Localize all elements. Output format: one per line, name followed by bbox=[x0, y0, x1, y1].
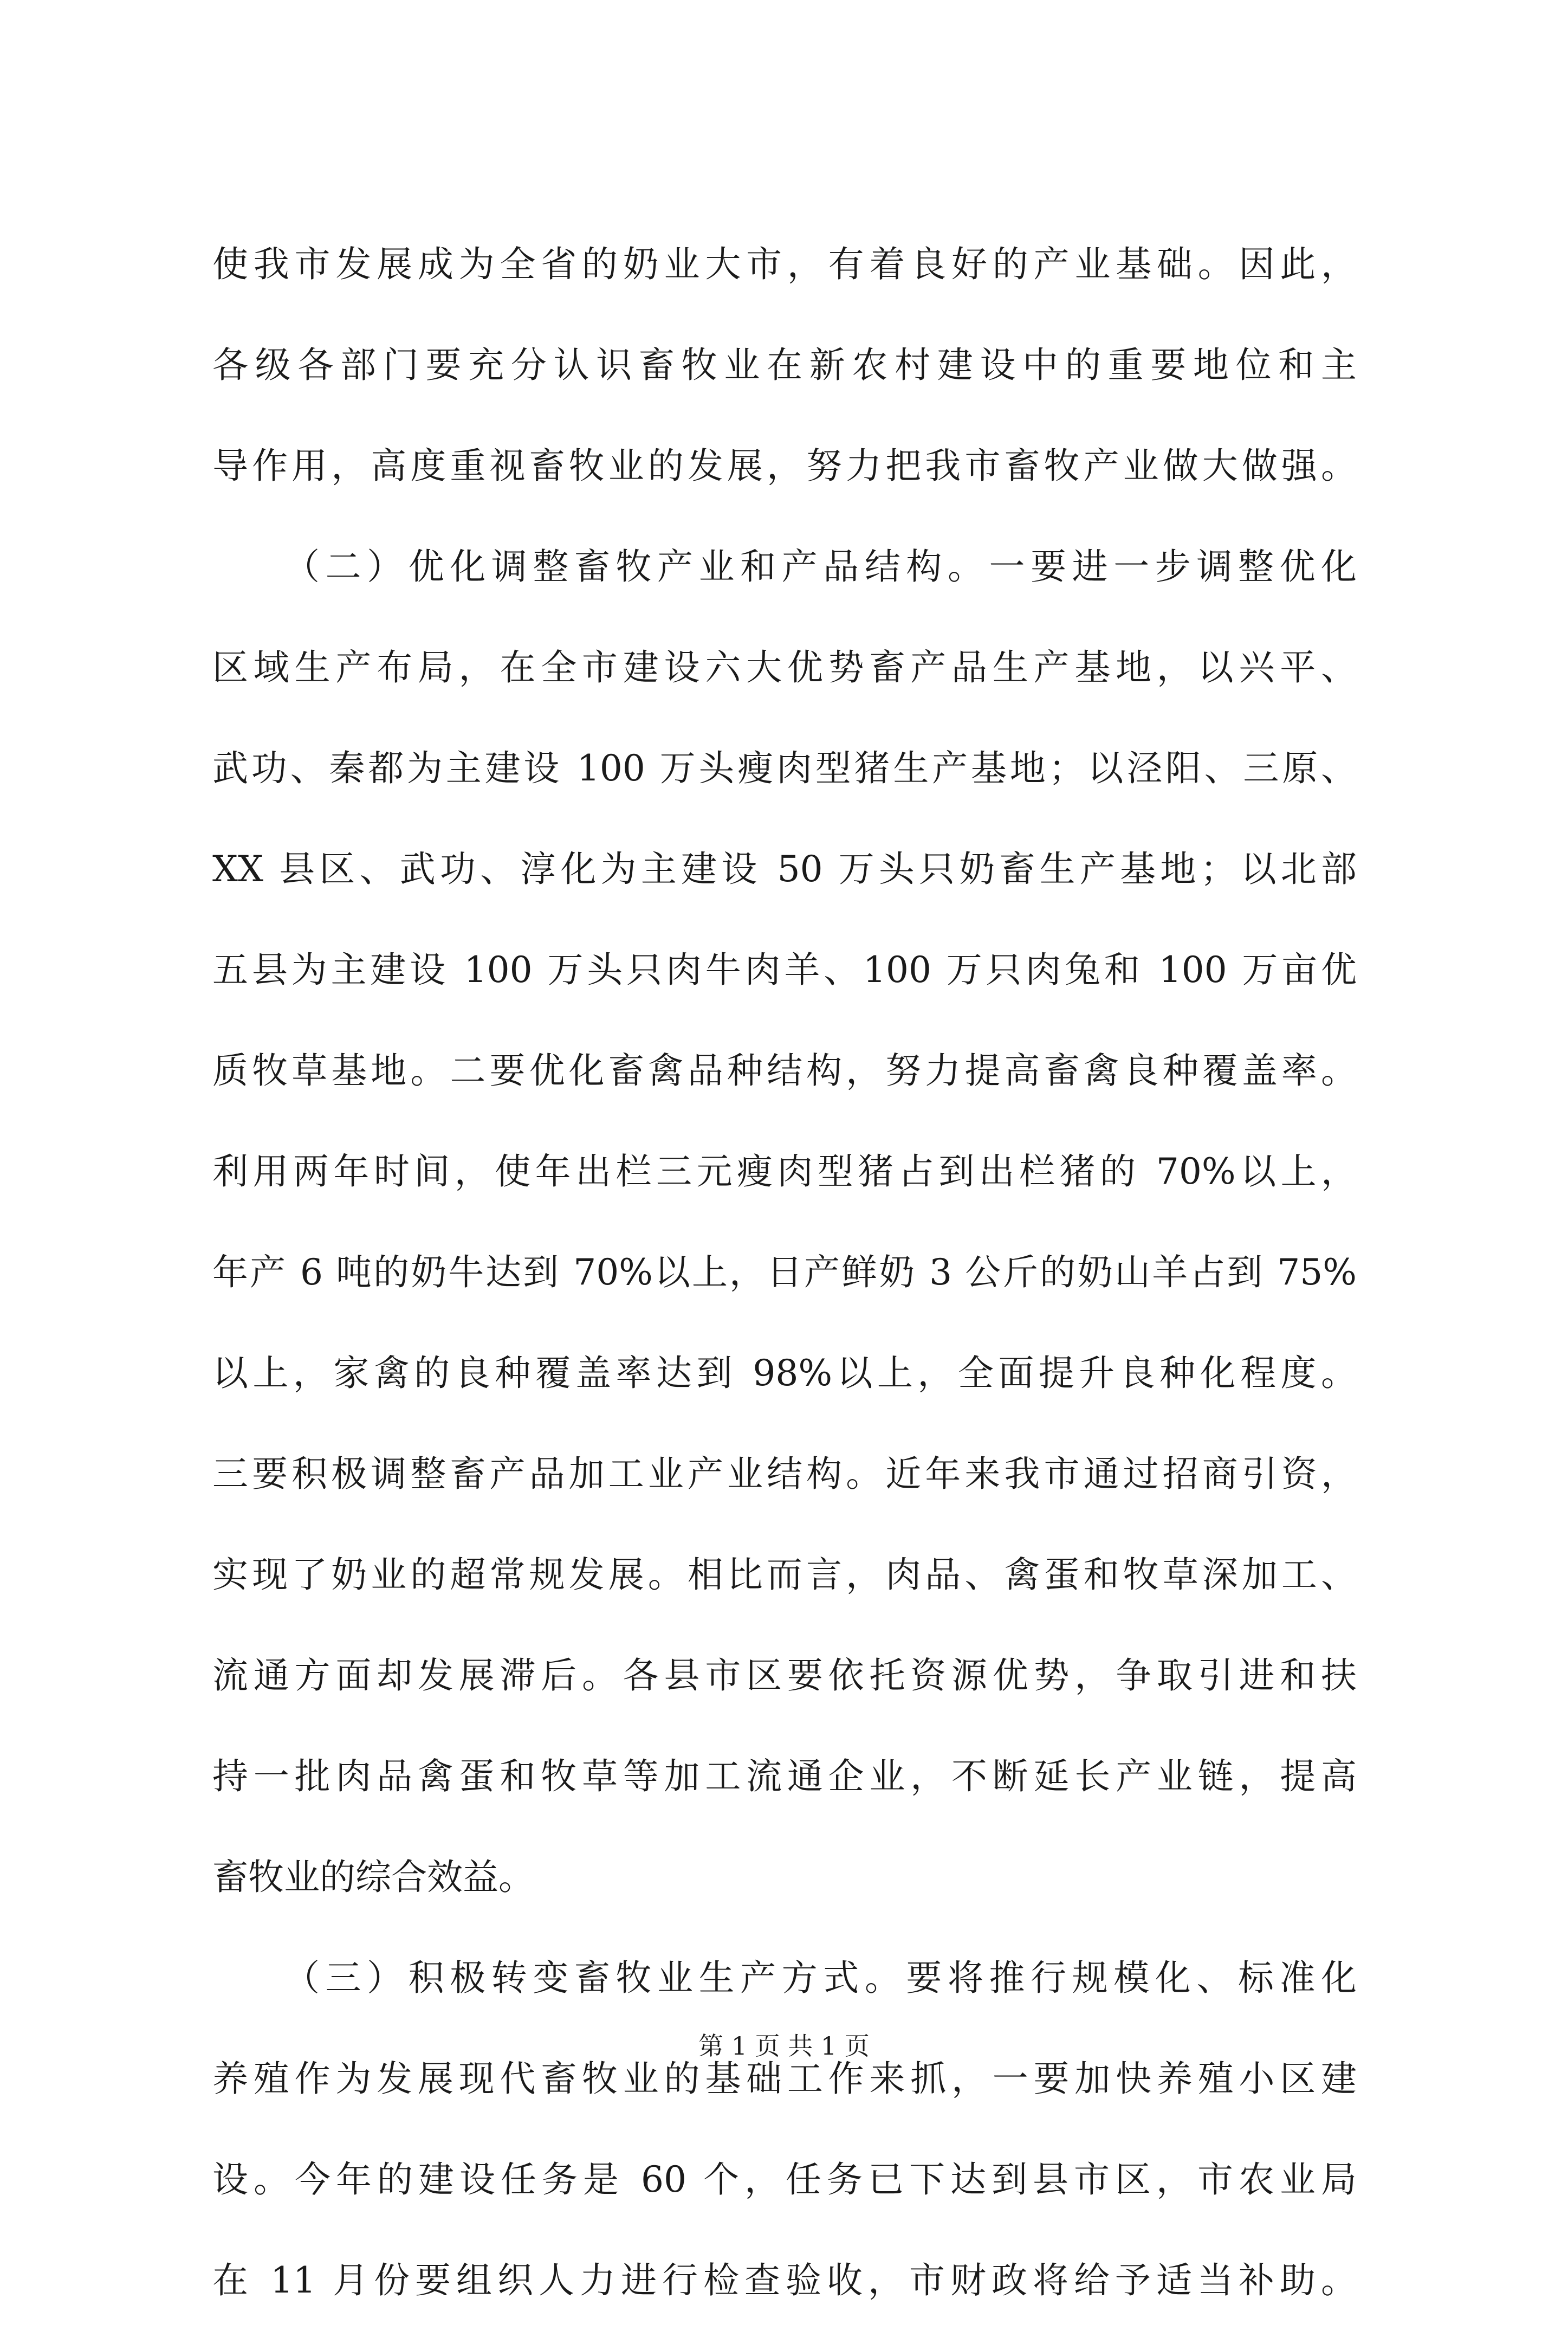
text-line: 年产 6 吨的奶牛达到 70%以上，日产鲜奶 3 公斤的奶山羊占到 75% bbox=[212, 1251, 1357, 1293]
text-line: 流通方面却发展滞后。各县市区要依托资源优势，争取引进和扶 bbox=[212, 1655, 1357, 1696]
text-line: 利用两年时间，使年出栏三元瘦肉型猪占到出栏猪的 70%以上， bbox=[212, 1151, 1357, 1192]
text-line: 养殖作为发展现代畜牧业的基础工作来抓，一要加快养殖小区建 bbox=[212, 2058, 1357, 2100]
text-line: 质牧草基地。二要优化畜禽品种结构，努力提高畜禽良种覆盖率。 bbox=[212, 1050, 1357, 1092]
text-line: 三要积极调整畜产品加工业产业结构。近年来我市通过招商引资， bbox=[212, 1453, 1357, 1495]
section-heading-line: （二）优化调整畜牧产业和产品结构。一要进一步调整优化 bbox=[284, 546, 1357, 587]
text-line: 各级各部门要充分认识畜牧业在新农村建设中的重要地位和主 bbox=[212, 344, 1357, 386]
text-line: 持一批肉品禽蛋和牧草等加工流通企业，不断延长产业链，提高 bbox=[212, 1755, 1357, 1797]
text-line: 导作用，高度重视畜牧业的发展，努力把我市畜牧产业做大做强。 bbox=[212, 445, 1357, 487]
text-line: 使我市发展成为全省的奶业大市，有着良好的产业基础。因此， bbox=[212, 243, 1357, 285]
text-line: 畜牧业的综合效益。 bbox=[212, 1856, 534, 1898]
text-line: 以上，家禽的良种覆盖率达到 98%以上，全面提升良种化程度。 bbox=[212, 1352, 1357, 1394]
text-line: 区域生产布局，在全市建设六大优势畜产品生产基地，以兴平、 bbox=[212, 647, 1357, 688]
text-line: XX 县区、武功、淳化为主建设 50 万头只奶畜生产基地；以北部 bbox=[212, 848, 1357, 890]
text-line: 实现了奶业的超常规发展。相比而言，肉品、禽蛋和牧草深加工、 bbox=[212, 1554, 1357, 1596]
text-line: 武功、秦都为主建设 100 万头瘦肉型猪生产基地；以泾阳、三原、 bbox=[212, 747, 1357, 789]
page-number-footer: 第 1 页 共 1 页 bbox=[698, 2031, 870, 2061]
text-line: 在 11 月份要组织人力进行检查验收，市财政将给予适当补助。 bbox=[212, 2259, 1357, 2301]
text-line: 设。今年的建设任务是 60 个，任务已下达到县市区，市农业局 bbox=[212, 2159, 1357, 2200]
text-line: 五县为主建设 100 万头只肉牛肉羊、100 万只肉兔和 100 万亩优 bbox=[212, 949, 1357, 991]
section-heading-line: （三）积极转变畜牧业生产方式。要将推行规模化、标准化 bbox=[284, 1957, 1357, 1999]
document-body bbox=[212, 214, 1357, 2331]
